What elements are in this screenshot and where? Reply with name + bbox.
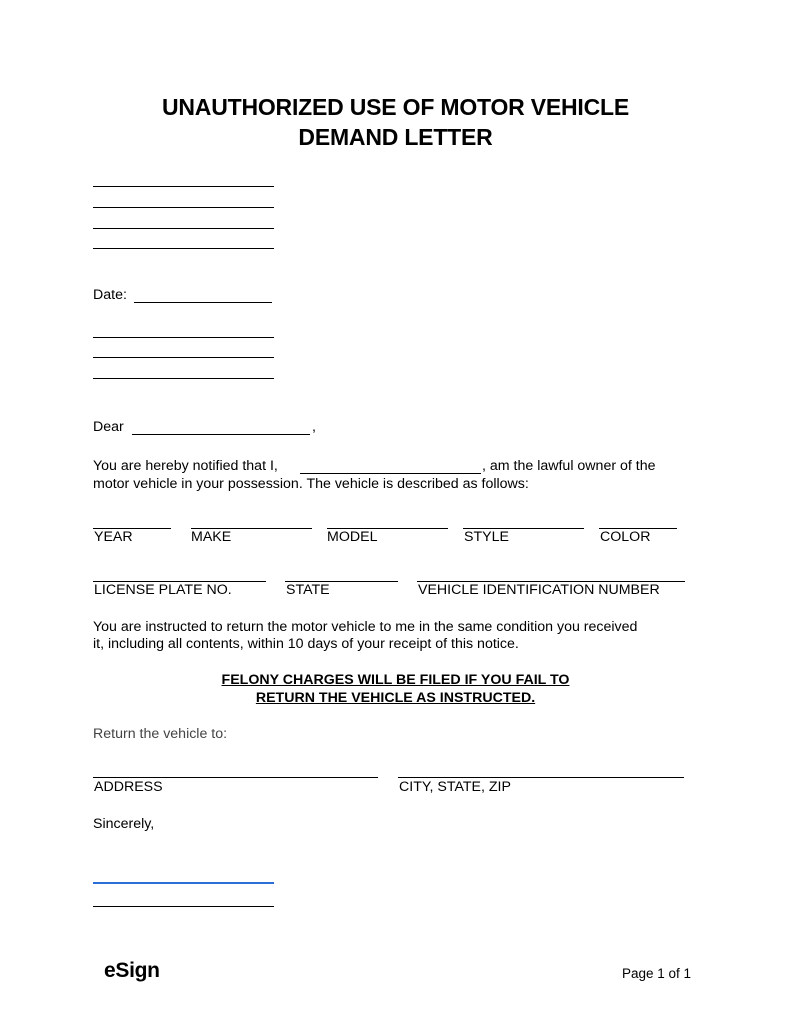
recipient-address-line-3[interactable] <box>93 378 274 379</box>
notice-text-part1: You are hereby notified that I, <box>93 458 278 474</box>
notice-text-part2: , am the lawful owner of the <box>482 458 656 474</box>
return-city-state-zip-field[interactable] <box>398 777 684 778</box>
felony-warning-line1: FELONY CHARGES WILL BE FILED IF YOU FAIL TO <box>221 672 570 688</box>
vin-label: VEHICLE IDENTIFICATION NUMBER <box>418 582 660 598</box>
closing-text: Sincerely, <box>93 816 155 832</box>
notice-text-line2: motor vehicle in your possession. The vehicle is described as follows: <box>93 476 529 492</box>
instruction-line2: it, including all contents, within 10 days of your receipt of this notice. <box>93 636 519 652</box>
date-field[interactable] <box>134 302 272 303</box>
sender-address-line-3[interactable] <box>93 228 274 229</box>
date-label: Date: <box>93 287 127 303</box>
recipient-address-line-2[interactable] <box>93 357 274 358</box>
signature-field[interactable] <box>93 882 274 884</box>
recipient-name-field[interactable] <box>132 434 310 435</box>
document-title-line1: UNAUTHORIZED USE OF MOTOR VEHICLE <box>161 94 630 120</box>
felony-warning-line2: RETURN THE VEHICLE AS INSTRUCTED. <box>255 690 536 706</box>
esign-logo: eSign <box>104 959 160 982</box>
instruction-line1: You are instructed to return the motor vehicle to me in the same condition you received <box>93 619 638 635</box>
page-number: Page 1 of 1 <box>622 966 692 981</box>
salutation-comma: , <box>312 419 316 435</box>
style-label: STYLE <box>464 529 509 545</box>
model-label: MODEL <box>327 529 378 545</box>
printed-name-field[interactable] <box>93 906 274 907</box>
salutation-prefix: Dear <box>93 419 124 435</box>
return-label: Return the vehicle to: <box>93 726 228 742</box>
color-label: COLOR <box>600 529 651 545</box>
address-label: ADDRESS <box>94 779 163 795</box>
sender-address-line-4[interactable] <box>93 248 274 249</box>
document-title-line2: DEMAND LETTER <box>298 124 493 150</box>
return-address-field[interactable] <box>93 777 378 778</box>
owner-name-field[interactable] <box>300 473 481 474</box>
sender-address-line-2[interactable] <box>93 207 274 208</box>
city-state-zip-label: CITY, STATE, ZIP <box>399 779 511 795</box>
make-label: MAKE <box>191 529 232 545</box>
year-label: YEAR <box>94 529 133 545</box>
recipient-address-line-1[interactable] <box>93 337 274 338</box>
license-plate-label: LICENSE PLATE NO. <box>94 582 232 598</box>
sender-address-line-1[interactable] <box>93 186 274 187</box>
state-label: STATE <box>286 582 330 598</box>
